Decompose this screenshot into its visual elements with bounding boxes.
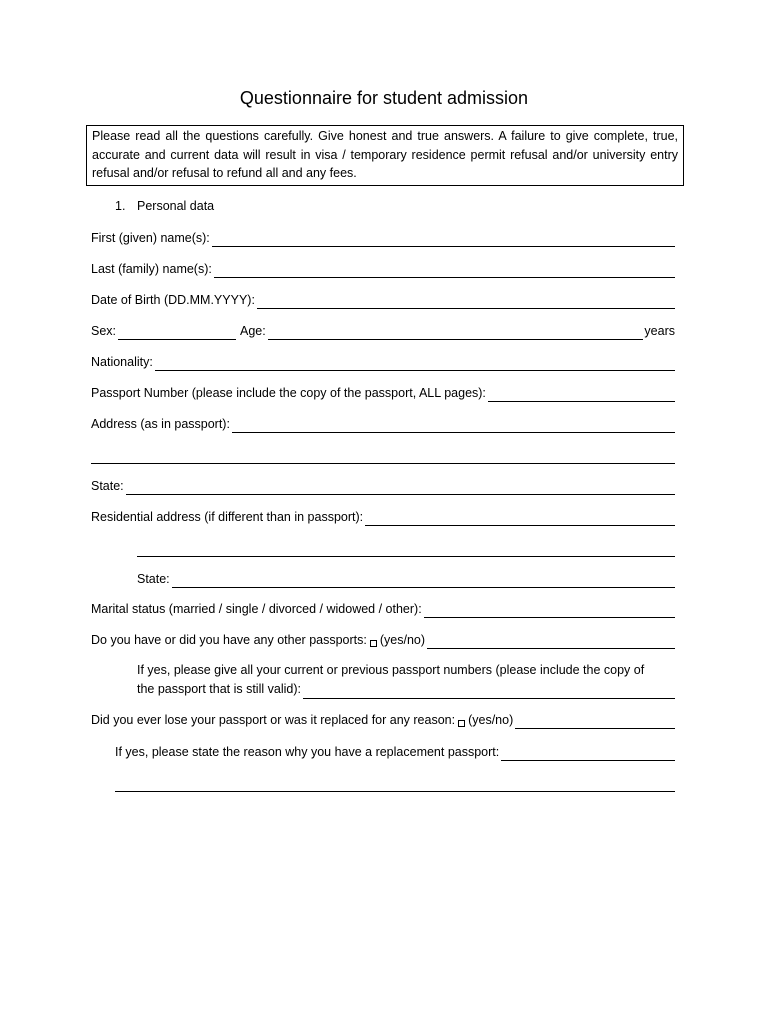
lost-passport-field[interactable]: [515, 714, 675, 729]
state-field[interactable]: [126, 480, 675, 495]
previous-passport-numbers-field[interactable]: [303, 684, 675, 699]
dob-row: [91, 291, 675, 309]
state-row: [91, 477, 675, 495]
other-passports-label: Do you have or did you have any other passports:: [91, 633, 367, 647]
instructions-box: Please read all the questions carefully. Give honest and true answers. A failure to give complete, true, accurate and current data will result in visa / temporary residence permit refusal and/or university entry refusal and/or refusal to refund all and any fees.: [86, 125, 684, 186]
lost-passport-yesno: (yes/no): [468, 713, 514, 727]
nationality-label: Nationality:: [91, 355, 153, 369]
passport-number-field[interactable]: [488, 387, 675, 402]
age-field[interactable]: [268, 325, 644, 340]
nationality-row: [91, 353, 675, 371]
dob-label: Date of Birth (DD.MM.YYYY):: [91, 293, 255, 307]
sex-label: Sex:: [91, 324, 117, 338]
address-continuation-row: [91, 446, 675, 464]
marital-status-label: Marital status (married / single / divorced / widowed / other):: [91, 602, 422, 616]
page-title: Questionnaire for student admission: [239, 88, 529, 108]
residential-state-row: [137, 570, 675, 588]
lost-passport-label: Did you ever lose your passport or was it replaced for any reason:: [91, 713, 456, 727]
sex-field[interactable]: [118, 325, 236, 340]
first-name-field[interactable]: [212, 232, 675, 247]
first-name-row: [91, 229, 675, 247]
age-unit: years: [644, 324, 675, 338]
other-passports-yesno: (yes/no): [379, 633, 426, 647]
residential-address-continuation-row: [137, 539, 675, 557]
marital-status-row: [91, 600, 675, 618]
other-passports-followup-text-1: If yes, please give all your current or previous passport numbers (please include the copy of: [137, 663, 645, 677]
replacement-reason-field-line-2[interactable]: [115, 777, 675, 792]
other-passports-followup: [137, 661, 675, 699]
replacement-reason-row: [115, 743, 675, 761]
address-row: [91, 415, 675, 433]
nationality-field[interactable]: [155, 356, 675, 371]
address-field[interactable]: [232, 418, 675, 433]
last-name-field[interactable]: [214, 263, 675, 278]
lost-passport-checkbox[interactable]: [458, 720, 465, 727]
address-label: Address (as in passport):: [91, 417, 230, 431]
residential-address-field[interactable]: [365, 511, 675, 526]
last-name-label: Last (family) name(s):: [91, 262, 212, 276]
residential-state-label: State:: [137, 572, 170, 586]
residential-address-label: Residential address (if different than in passport):: [91, 510, 364, 524]
passport-number-label: Passport Number (please include the copy of the passport, ALL pages):: [91, 386, 486, 400]
section-heading-personal-data: [115, 197, 214, 215]
address-field-line-2[interactable]: [91, 449, 675, 464]
section-label: Personal data: [137, 199, 215, 213]
replacement-reason-field[interactable]: [501, 746, 675, 761]
replacement-reason-label: If yes, please state the reason why you have a replacement passport:: [115, 745, 500, 759]
replacement-reason-continuation-row: [115, 774, 675, 792]
other-passports-followup-text-2: the passport that is still valid):: [137, 682, 301, 696]
other-passports-checkbox[interactable]: [370, 640, 377, 647]
residential-address-row: [91, 508, 675, 526]
first-name-label: First (given) name(s):: [91, 231, 210, 245]
other-passports-field[interactable]: [427, 634, 675, 649]
residential-state-field[interactable]: [172, 573, 675, 588]
age-label: Age:: [240, 324, 266, 338]
other-passports-followup-line-2: [137, 680, 675, 699]
state-label: State:: [91, 479, 124, 493]
residential-address-field-line-2[interactable]: [137, 542, 675, 557]
last-name-row: [91, 260, 675, 278]
marital-status-field[interactable]: [424, 603, 675, 618]
sex-age-row: [91, 322, 675, 340]
lost-passport-row: [91, 711, 675, 729]
passport-number-row: [91, 384, 675, 402]
other-passports-row: [91, 631, 675, 649]
dob-field[interactable]: [257, 294, 675, 309]
section-number: 1.: [115, 199, 126, 213]
